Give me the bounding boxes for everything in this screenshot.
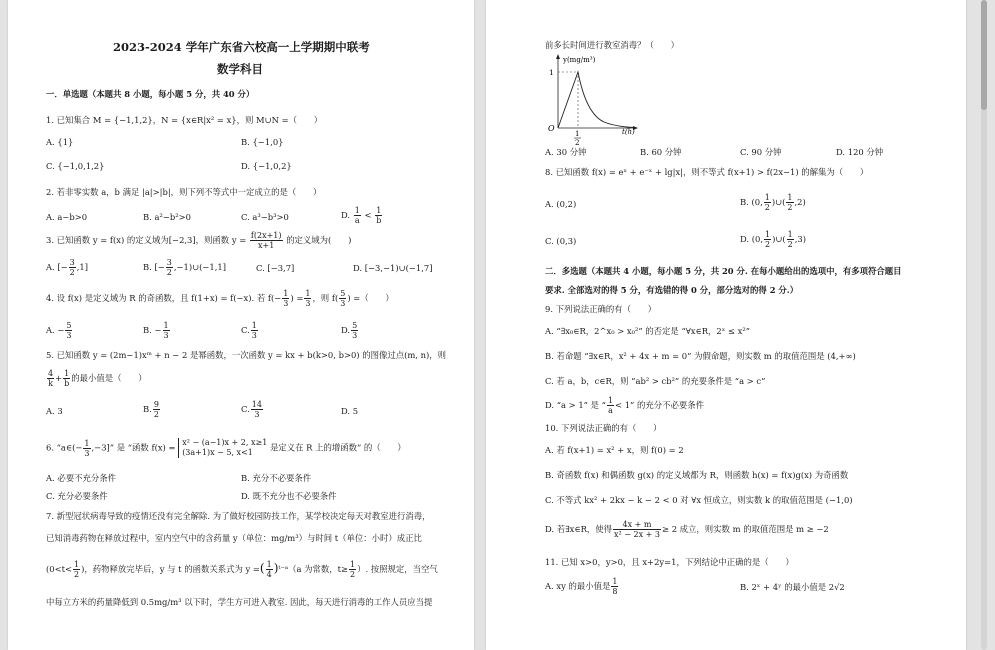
q7-graph-origin: O <box>548 124 555 133</box>
q11-a-frac <box>611 577 618 596</box>
q4-d-num: 5 <box>352 321 358 330</box>
q4-d-den: 3 <box>352 331 358 340</box>
q7-line4: 中每立方米的药量降低到 0.5mg/m³ 以下时，学生方可进入教室. 因此，每天进行消毒的工作人员应当提 <box>46 597 433 607</box>
q5-frac2-den: b <box>64 379 70 388</box>
q6-frac <box>83 439 90 458</box>
q4-option-c <box>241 321 259 340</box>
q3-pre: 3. 已知函数 y = f(x) 的定义域为[−2,3]，则函数 y = <box>46 235 247 245</box>
q9-stem: 9. 下列说法正确的有（ ） <box>545 304 657 314</box>
q4-b-den: 3 <box>163 331 169 340</box>
q8-d-frac2 <box>787 230 794 249</box>
q7-l3-frac3 <box>349 560 356 579</box>
q6-post: 是定义在 R 上的增函数” 的（ ） <box>269 442 406 453</box>
q3-option-a <box>46 258 88 277</box>
q4-pre: 4. 设 f(x) 是定义域为 R 的奇函数，且 f(1+x) = f(−x). 若 f(− <box>46 293 282 303</box>
q5-stem-line1: 5. 已知函数 y = (2m−1)xᵐ + n − 2 是幂函数，一次函数 y = kx + b(k>0, b>0) 的图像过点(m, n)，则 <box>46 350 447 360</box>
q6-option-d: D. 既不充分也不必要条件 <box>241 491 337 501</box>
q2-option-c: C. a³−b³>0 <box>241 212 289 222</box>
q9-option-a: A. “∃x₀∈R，2^x₀ > x₀²” 的否定是 “∀x∈R，2ˣ ≤ x²” <box>545 326 750 336</box>
q7-graph-xtick-den: 2 <box>575 139 580 147</box>
q10-option-a: A. 若 f(x+1) = x² + x，则 f(0) = 2 <box>545 445 684 455</box>
q7-option-b: B. 60 分钟 <box>640 147 682 157</box>
q7-option-a: A. 30 分钟 <box>545 147 587 157</box>
q4-frac2 <box>304 289 311 308</box>
q2-stem: 2. 若非零实数 a，b 满足 |a|>|b|，则下列不等式中一定成立的是（ ） <box>46 187 322 197</box>
q1-prefix: 1. 已知集合 <box>46 115 91 125</box>
q10-option-b: B. 奇函数 f(x) 和偶函数 g(x) 的定义域都为 R，则函数 h(x) = f(x)g(x) 为奇函数 <box>545 470 849 480</box>
q3-a-post: ,1] <box>76 262 89 272</box>
q3-b-post: ,−1)∪(−1,1] <box>173 262 227 272</box>
q5-plus: + <box>55 373 63 383</box>
q4-frac3-num: 5 <box>340 289 346 298</box>
q3-frac-num: f(2x+1) <box>250 231 282 240</box>
q4-post: ) =（ ） <box>347 293 394 303</box>
q10-d-den: x² − 2x + 3 <box>614 530 661 539</box>
q1-option-d: D. {−1,0,2} <box>241 161 292 171</box>
q2-d-frac1-den: a <box>354 216 360 225</box>
q7-option-d: D. 120 分钟 <box>836 147 884 157</box>
q8-d-mid: )∪( <box>772 234 786 244</box>
q7-line3: (0<t< $\frac{1}{2}$ )，药物释放完毕后，y 与 t 的函数关系式为 y =( $\frac{1}{4}$ )ᵗ⁻ᵃ（a 为常数，t≥ $\frac{1}{2}$ ）. 按照规定，当空气 <box>46 560 438 579</box>
q11-a-num: 1 <box>612 577 618 586</box>
q4-mid: ) = <box>290 293 304 303</box>
q8-d-pre: D. (0, <box>740 234 763 244</box>
q7-l3-b: )，药物释放完毕后，y 与 t 的函数关系式为 y = <box>81 564 260 574</box>
q5-option-a: A. 3 <box>46 406 63 416</box>
vertical-scrollbar[interactable] <box>981 0 987 650</box>
q7-graph-curve <box>558 72 634 128</box>
q2-d-frac1-num: 1 <box>354 206 360 215</box>
q3-a-den: 2 <box>69 268 75 277</box>
q10-option-c: C. 不等式 kx² + 2kx − k − 2 < 0 对 ∀x 恒成立，则实数 k 的取值范围是 (−1,0) <box>545 495 853 505</box>
q4-a-den: 3 <box>66 331 72 340</box>
q8-d-frac1 <box>764 230 771 249</box>
section2-heading-line1: 二．多选题（本题共 4 小题，每小题 5 分，共 20 分. 在每小题给出的选项中，有多项符合题目 <box>545 266 902 276</box>
q3-frac <box>250 231 283 250</box>
q4-c-num: 1 <box>251 321 257 330</box>
q1-option-a: A. {1} <box>46 137 74 147</box>
q10-d-pre: D. 若∃x∈R，使得 <box>545 524 613 534</box>
q6-frac-den: 3 <box>84 448 90 458</box>
q3-b-num: 3 <box>166 258 172 267</box>
q4-d-pre: D. <box>341 325 351 335</box>
q6-case2: (3a+1)x − 5, x<1 <box>182 448 253 457</box>
q11-a-pre: A. xy 的最小值是 <box>545 581 611 591</box>
q3-post: 的定义域为( ) <box>286 235 352 245</box>
q3-b-pre: B. [− <box>143 262 165 272</box>
q8-b-mid: )∪( <box>771 197 786 207</box>
q8-b-post: ,2) <box>794 197 806 207</box>
q8-option-c: C. (0,3) <box>545 236 577 246</box>
q9-d-num: 1 <box>607 396 614 405</box>
q3-b-den: 2 <box>166 268 172 277</box>
q3-b-frac <box>166 258 173 277</box>
q7-graph <box>536 52 646 148</box>
q8-stem: 8. 已知函数 f(x) = eˣ + e⁻ˣ + lg|x|，则不等式 f(x+1) > f(2x−1) 的解集为（ ） <box>545 167 869 177</box>
exam-title: 2023-2024 学年广东省六校高一上学期期中联考 <box>113 40 370 54</box>
q5-line2-text: 的最小值是（ ） <box>71 373 147 383</box>
q5-frac1-num: 4 <box>48 369 54 378</box>
section2-heading-line2: 要求. 全部选对的得 5 分，有选错的得 0 分，部分选对的得 2 分.） <box>545 285 799 295</box>
q3-option-d: D. [−3,−1)∪(−1,7] <box>353 263 433 273</box>
q8-b-frac1-num: 1 <box>764 193 770 202</box>
q8-b-pre: B. (0, <box>740 197 763 207</box>
q8-option-a: A. (0,2) <box>545 199 577 209</box>
q10-stem: 10. 下列说法正确的有（ ） <box>545 423 662 433</box>
q7-l3-c: ᵗ⁻ᵃ（a 为常数，t≥ <box>278 564 349 574</box>
q5-b-num: 9 <box>153 400 159 409</box>
q4-frac1 <box>282 289 289 308</box>
q2-d-lt: < <box>364 210 372 220</box>
section1-heading: 一．单选题（本题共 8 小题，每小题 5 分，共 40 分） <box>46 89 255 99</box>
q6-case1: x² − (a−1)x + 2, x≥1 <box>182 438 268 447</box>
q4-option-a <box>46 321 73 340</box>
q4-c-frac <box>251 321 258 340</box>
q7-l3-a: (0<t< <box>46 564 72 574</box>
q3-stem <box>46 231 351 250</box>
q3-a-frac <box>69 258 76 277</box>
q5-option-b <box>143 400 161 419</box>
q7-l3-frac1 <box>73 560 80 579</box>
q6-stem <box>46 438 406 458</box>
q5-frac2-num: 1 <box>64 369 70 378</box>
q9-d-frac <box>607 396 614 415</box>
q11-stem: 11. 已知 x>0，y>0，且 x+2y=1，下列结论中正确的是（ ） <box>545 557 794 567</box>
q4-frac3 <box>339 289 346 308</box>
q5-b-pre: B. <box>143 404 152 414</box>
q3-a-pre: A. [− <box>46 262 68 272</box>
q7-graph-y-arrow <box>556 54 560 59</box>
q4-frac1-den: 3 <box>283 299 289 308</box>
q8-d-frac2-den: 2 <box>787 240 793 249</box>
q4-option-d <box>341 321 359 340</box>
q5-b-frac <box>153 400 160 419</box>
q8-d-frac1-num: 1 <box>765 230 771 239</box>
q4-a-num: 5 <box>66 321 72 330</box>
q3-frac-den: x+1 <box>258 241 275 250</box>
q8-b-frac2-num: 1 <box>787 193 793 202</box>
q4-frac2-den: 3 <box>305 299 311 308</box>
q4-c-pre: C. <box>241 325 250 335</box>
q6-frac-num: 1 <box>84 438 90 448</box>
q9-option-c: C. 若 a，b，c∈R，则 “ab² > cb²” 的充要条件是 “a > c” <box>545 376 766 386</box>
document-page-right <box>486 0 966 650</box>
q1-set-m: M = {−1,1,2} <box>92 115 153 125</box>
q6-option-a: A. 必要不充分条件 <box>46 473 116 483</box>
q8-option-d <box>740 230 806 249</box>
q4-stem <box>46 289 394 308</box>
q9-option-b: B. 若命题 “∃x∈R，x² + 4x + m = 0” 为假命题，则实数 m 的取值范围是 (4,+∞) <box>545 351 856 361</box>
q10-option-d <box>545 520 829 539</box>
q4-b-pre: B. − <box>143 325 162 335</box>
q5-c-num: 14 <box>251 400 262 409</box>
q5-c-frac <box>251 400 263 419</box>
q9-d-pre: D. “a > 1” 是 “ <box>545 400 606 410</box>
q11-option-a <box>545 577 619 596</box>
q4-d-frac <box>351 321 358 340</box>
q6-piecewise <box>178 438 267 458</box>
q7-graph-xlabel: t(h) <box>622 128 635 136</box>
q4-b-frac <box>163 321 170 340</box>
q8-d-frac1-den: 2 <box>765 240 771 249</box>
q9-option-d <box>545 396 704 415</box>
q7-l3-frac2-num: 1 <box>266 560 272 569</box>
q4-a-frac <box>65 321 72 340</box>
q8-option-b <box>740 193 806 212</box>
q4-mid2: ，则 f( <box>312 293 339 303</box>
q7-l3-frac1-num: 1 <box>74 560 80 569</box>
q5-option-c <box>241 400 264 419</box>
q9-d-den: a <box>608 406 613 415</box>
document-page-left <box>8 0 474 650</box>
q4-frac3-den: 3 <box>340 299 346 308</box>
q10-d-frac <box>613 520 661 539</box>
q8-d-frac2-num: 1 <box>787 230 793 239</box>
q5-c-den: 3 <box>254 410 260 419</box>
q5-frac2 <box>63 369 70 388</box>
q1-stem <box>46 115 322 126</box>
q10-d-num: 4x + m <box>613 520 661 530</box>
q11-option-b: B. 2ˣ + 4ʸ 的最小值是 2√2 <box>740 582 845 592</box>
q5-frac1-den: k <box>48 379 53 388</box>
q4-c-den: 3 <box>251 331 257 340</box>
q2-d-frac1 <box>354 206 361 225</box>
subject-title: 数学科目 <box>217 62 263 76</box>
q7-line1: 7. 新型冠状病毒导致的疫情还没有完全解除. 为了做好校园防技工作，某学校决定每天对教室进行消毒， <box>46 511 431 521</box>
q7-l3-frac1-den: 2 <box>74 570 80 579</box>
q1-option-c: C. {−1,0,1,2} <box>46 161 105 171</box>
q3-a-num: 3 <box>69 258 75 267</box>
q7-graph-xtick-num: 1 <box>575 130 580 138</box>
q6-pre: 6. “a∈(− <box>46 442 83 453</box>
q1-set-n: ，N = {x∈R|x² = x} <box>152 115 237 125</box>
q2-d-label: D. <box>341 210 351 220</box>
q2-option-d <box>341 206 383 225</box>
q7-l3-frac3-den: 2 <box>350 570 356 579</box>
q5-c-pre: C. <box>241 404 250 414</box>
q6-option-c: C. 充分必要条件 <box>46 491 108 501</box>
q6-mid: ,−3]” 是 “函数 f(x) = <box>91 442 176 453</box>
q10-d-post: ≥ 2 成立，则实数 m 的取值范围是 m ≥ −2 <box>662 524 829 534</box>
q8-b-frac2-den: 2 <box>787 203 793 212</box>
q7-l3-frac2-den: 4 <box>266 570 272 579</box>
q2-d-frac2-num: 1 <box>376 206 382 215</box>
q7-continuation: 前多长时间进行教室消毒？（ ） <box>545 40 679 50</box>
q7-l3-frac2 <box>266 560 273 579</box>
q1-option-b: B. {−1,0} <box>241 137 284 147</box>
q5-stem-line2 <box>46 369 147 388</box>
q7-graph-ylabel: y(mg/m³) <box>563 56 596 64</box>
q8-b-frac1 <box>764 193 771 212</box>
q7-l3-d: ）. 按照规定，当空气 <box>357 564 438 574</box>
q2-d-frac2 <box>375 206 382 225</box>
q4-frac2-num: 1 <box>305 289 311 298</box>
q5-option-d: D. 5 <box>341 406 359 416</box>
q8-b-frac2 <box>786 193 793 212</box>
q2-d-frac2-den: b <box>376 216 382 225</box>
q4-option-b <box>143 321 171 340</box>
q5-frac1 <box>47 369 54 388</box>
scrollbar-thumb[interactable] <box>981 0 987 110</box>
q5-b-den: 2 <box>153 410 159 419</box>
q8-b-frac1-den: 2 <box>764 203 770 212</box>
q8-d-post: ,3) <box>794 234 807 244</box>
q4-a-pre: A. − <box>46 325 65 335</box>
q7-l3-frac3-num: 1 <box>350 560 356 569</box>
q7-option-c: C. 90 分钟 <box>740 147 782 157</box>
q7-graph-ytick: 1 <box>549 68 554 77</box>
q6-option-b: B. 充分不必要条件 <box>241 473 312 483</box>
q7-line2: 已知消毒药物在释放过程中，室内空气中的含药量 y（单位：mg/m³）与时间 t（单位：小时）成正比 <box>46 533 422 543</box>
q4-b-num: 1 <box>163 321 169 330</box>
q3-option-c: C. [−3,7] <box>256 263 295 273</box>
q3-option-b <box>143 258 226 277</box>
q11-a-den: 8 <box>612 587 618 596</box>
q4-frac1-num: 1 <box>283 289 289 298</box>
q2-option-b: B. a²−b²>0 <box>143 212 191 222</box>
q2-option-a: A. a−b>0 <box>46 212 88 222</box>
q1-suffix: ，则 M∪N =（ ） <box>236 115 323 125</box>
q9-d-post: < 1” 的充分不必要条件 <box>615 400 704 410</box>
